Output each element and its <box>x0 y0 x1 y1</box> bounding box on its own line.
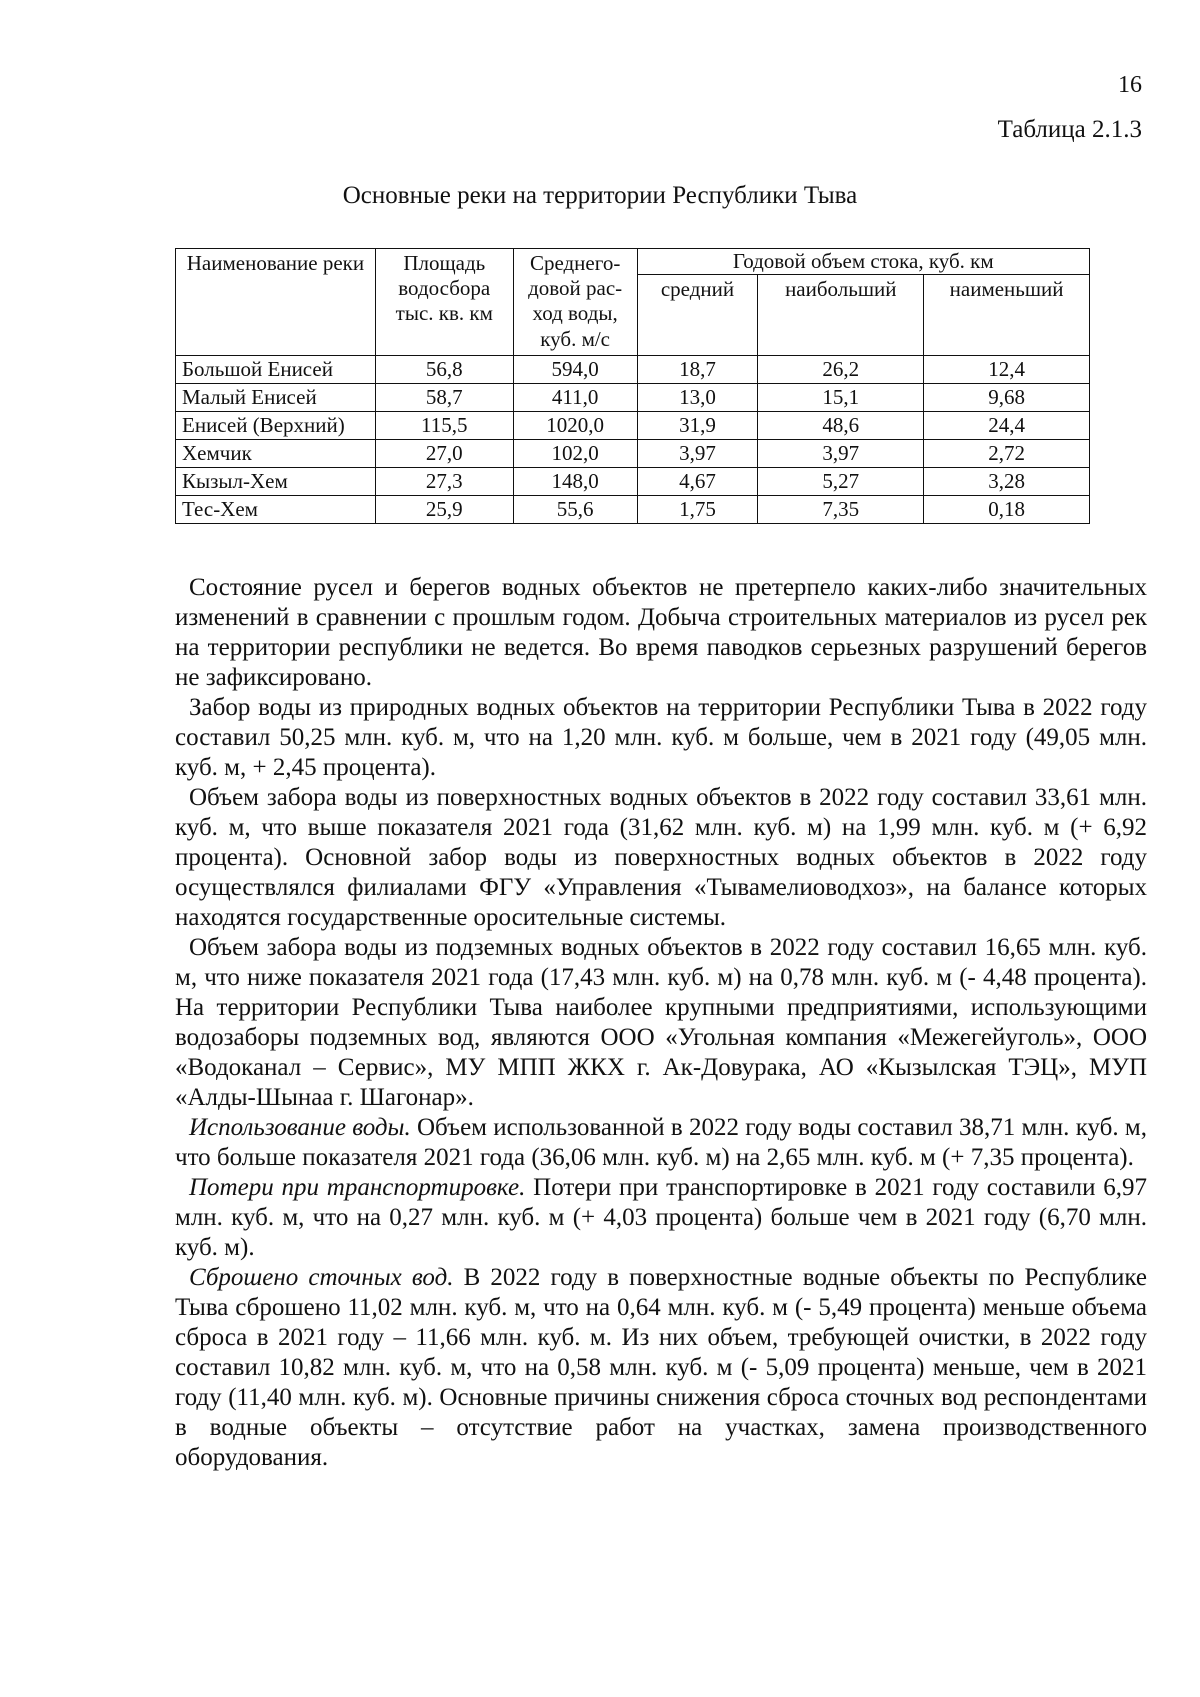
table-row <box>176 468 1090 496</box>
cell-area: 25,9 <box>375 496 513 524</box>
table-caption: Таблица 2.1.3 <box>997 116 1142 143</box>
paragraph <box>175 1263 1147 1473</box>
body-text <box>175 573 1147 1473</box>
cell-name: Малый Енисей <box>176 384 376 412</box>
cell-name: Енисей (Верхний) <box>176 412 376 440</box>
cell-flow: 411,0 <box>513 384 637 412</box>
table-header-row <box>176 249 1090 275</box>
cell-area: 56,8 <box>375 356 513 384</box>
paragraph <box>175 1113 1147 1173</box>
paragraph-text: В 2022 году в поверхностные водные объекты по Республике Тыва сброшено 11,02 млн. куб. м, что на 0,64 млн. куб. м (- 5,49 процента) меньше объема сброса в 2021 году – 11,66 млн. куб. м. Из них объем, требующей очистки, в 2022 году составил 10,82 млн. куб. м, что на 0,58 млн. куб. м (- 5,09 процента) меньше, чем в 2021 году (11,40 млн. куб. м). Основные причины снижения сброса сточных вод респондентами в водные объекты – отсутствие работ на участках, замена производственного оборудования. <box>175 1264 1147 1471</box>
cell-max: 15,1 <box>758 384 924 412</box>
rivers-table <box>175 248 1090 524</box>
cell-min: 2,72 <box>924 440 1090 468</box>
paragraph-text: Забор воды из природных водных объектов на территории Республики Тыва в 2022 году составил 50,25 млн. куб. м, что на 1,20 млн. куб. м больше, чем в 2021 году (49,05 млн. куб. м, + 2,45 процента). <box>175 694 1147 781</box>
cell-area: 27,3 <box>375 468 513 496</box>
paragraph <box>175 573 1147 693</box>
cell-name: Тес-Хем <box>176 496 376 524</box>
cell-area: 27,0 <box>375 440 513 468</box>
header-river-name: Наименование реки <box>176 249 376 356</box>
cell-min: 3,28 <box>924 468 1090 496</box>
table-row <box>176 356 1090 384</box>
cell-avg: 4,67 <box>637 468 758 496</box>
paragraph <box>175 783 1147 933</box>
cell-max: 26,2 <box>758 356 924 384</box>
cell-avg: 3,97 <box>637 440 758 468</box>
cell-area: 58,7 <box>375 384 513 412</box>
cell-min: 0,18 <box>924 496 1090 524</box>
cell-flow: 594,0 <box>513 356 637 384</box>
cell-flow: 1020,0 <box>513 412 637 440</box>
cell-avg: 1,75 <box>637 496 758 524</box>
table-body <box>176 356 1090 524</box>
paragraph-lead: Сброшено сточных вод. <box>189 1264 454 1291</box>
cell-min: 9,68 <box>924 384 1090 412</box>
page-number: 16 <box>1118 72 1142 98</box>
table-row <box>176 384 1090 412</box>
paragraph-text: Объем забора воды из подземных водных объектов в 2022 году составил 16,65 млн. куб. м, что ниже показателя 2021 года (17,43 млн. куб. м) на 0,78 млн. куб. м (- 4,48 процента). На территории Республики Тыва наиболее крупными предприятиями, использующими водозаборы подземных вод, являются ООО «Угольная компания «Межегейуголь», ООО «Водоканал – Сервис», МУ МПП ЖКХ г. Ак-Довурака, АО «Кызылская ТЭЦ», МУП «Алды-Шынаа г. Шагонар». <box>175 934 1147 1111</box>
header-basin-area: Площадь водосбора тыс. кв. км <box>375 249 513 356</box>
cell-flow: 55,6 <box>513 496 637 524</box>
header-max: наибольший <box>758 275 924 356</box>
table-row <box>176 412 1090 440</box>
cell-name: Большой Енисей <box>176 356 376 384</box>
table-title: Основные реки на территории Республики Тыва <box>342 182 858 209</box>
paragraph <box>175 693 1147 783</box>
header-avg: средний <box>637 275 758 356</box>
cell-max: 7,35 <box>758 496 924 524</box>
paragraph-text: Потери при транспортировке в 2021 году составили 6,97 млн. куб. м, что на 0,27 млн. куб. м (+ 4,03 процента) больше чем в 2021 году (6,70 млн. куб. м). <box>175 1174 1147 1261</box>
cell-avg: 31,9 <box>637 412 758 440</box>
table-row <box>176 440 1090 468</box>
paragraph-text: Объем забора воды из поверхностных водных объектов в 2022 году составил 33,61 млн. куб. м, что выше показателя 2021 года (31,62 млн. куб. м) на 1,99 млн. куб. м (+ 6,92 процента). Основной забор воды из поверхностных водных объектов в 2022 году осуществлялся филиалами ФГУ «Управления «Тывамелиоводхоз», на балансе которых находятся государственные оросительные системы. <box>175 784 1147 931</box>
paragraph-lead: Потери при транспортировке. <box>189 1174 526 1201</box>
header-annual-runoff: Годовой объем стока, куб. км <box>637 249 1089 275</box>
header-min: наименьший <box>924 275 1090 356</box>
paragraph-text: Состояние русел и берегов водных объектов не претерпело каких-либо значительных изменений в сравнении с прошлым годом. Добыча строительных материалов из русел рек на территории республики не ведется. Во время паводков серьезных разрушений берегов не зафиксировано. <box>175 574 1147 691</box>
paragraph-lead: Использование воды. <box>189 1114 411 1141</box>
cell-flow: 148,0 <box>513 468 637 496</box>
cell-area: 115,5 <box>375 412 513 440</box>
cell-max: 3,97 <box>758 440 924 468</box>
cell-avg: 18,7 <box>637 356 758 384</box>
cell-max: 48,6 <box>758 412 924 440</box>
paragraph <box>175 933 1147 1113</box>
paragraph-text: Объем использованной в 2022 году воды составил 38,71 млн. куб. м, что больше показателя 2021 года (36,06 млн. куб. м) на 2,65 млн. куб. м (+ 7,35 процента). <box>175 1114 1147 1171</box>
table-row <box>176 496 1090 524</box>
cell-min: 24,4 <box>924 412 1090 440</box>
header-water-flow: Среднего-довой рас-ход воды, куб. м/с <box>513 249 637 356</box>
cell-flow: 102,0 <box>513 440 637 468</box>
cell-name: Хемчик <box>176 440 376 468</box>
cell-min: 12,4 <box>924 356 1090 384</box>
cell-max: 5,27 <box>758 468 924 496</box>
paragraph <box>175 1173 1147 1263</box>
cell-name: Кызыл-Хем <box>176 468 376 496</box>
cell-avg: 13,0 <box>637 384 758 412</box>
